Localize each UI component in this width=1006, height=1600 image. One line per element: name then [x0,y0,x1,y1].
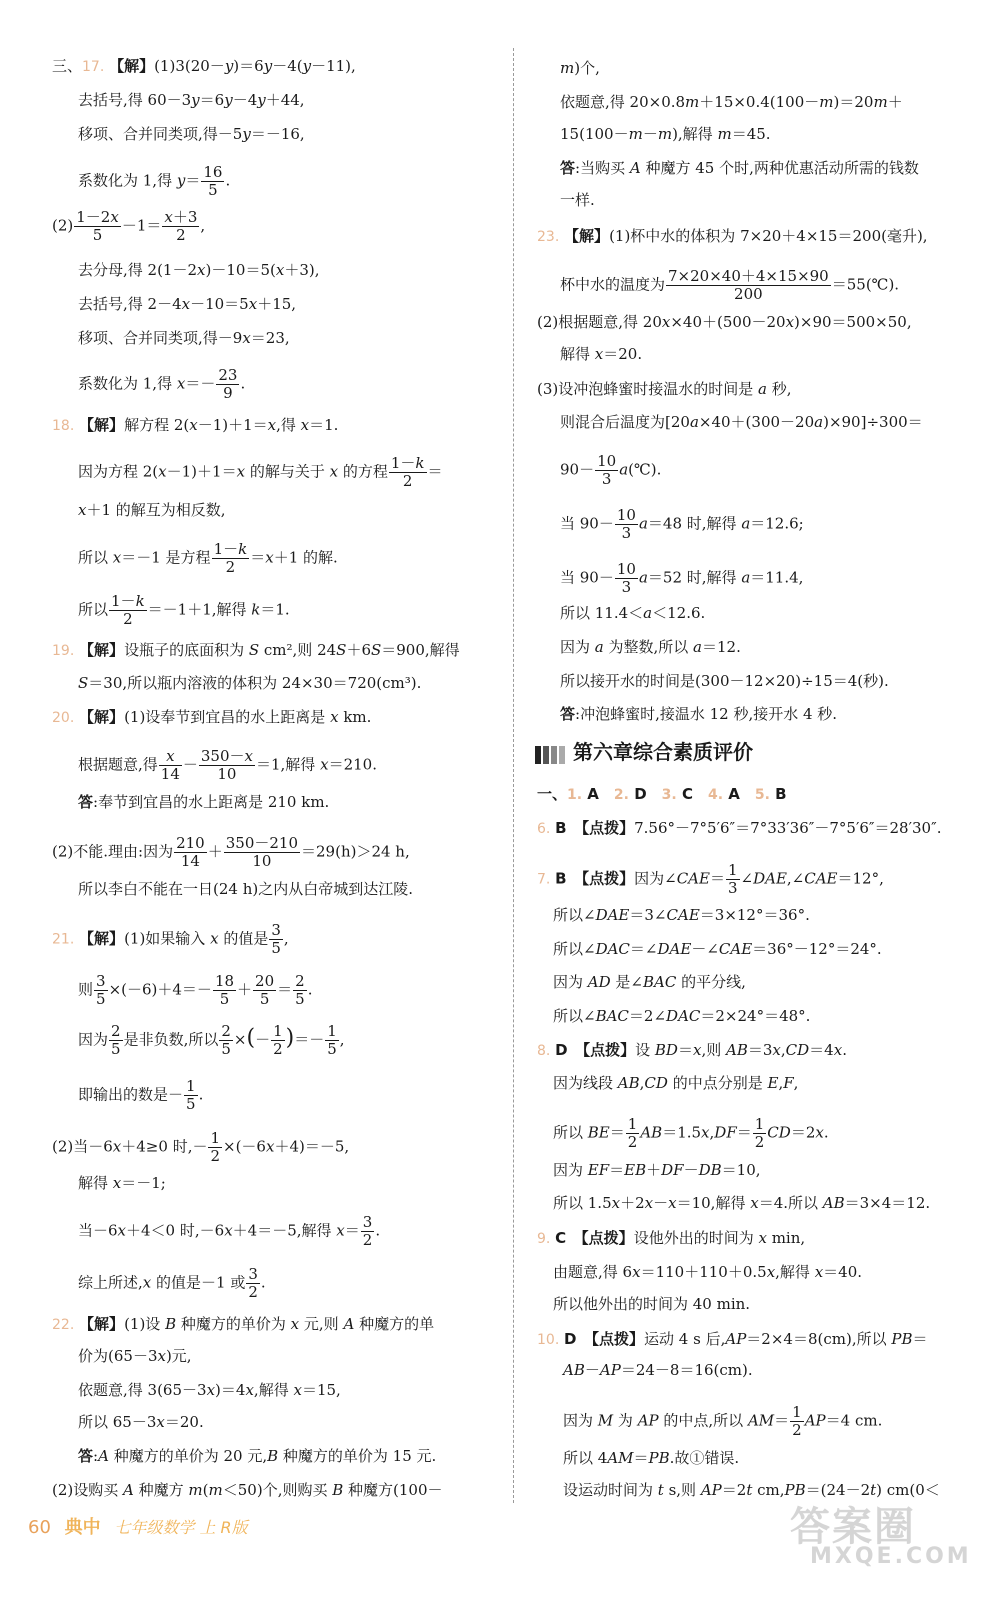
left-line: 19. 【解】设瓶子的底面积为 S cm²,则 24S＋6S＝900,解得 [52,641,460,659]
left-line: 所以 x＝－1 是方程 $\frac{1-k}{2}$ ＝x＋1 的解. [78,540,338,576]
right-line: 9. C 【点拨】设他外出的时间为 x min, [537,1229,806,1247]
right-line: 杯中水的温度为 $\frac{7\times 20\times 40+4\times 15\times 90}{200}$ ＝55(℃). [560,267,900,303]
right-line: 23. 【解】(1)杯中水的体积为 7×20＋4×15＝200(毫升), [537,227,928,245]
right-line: 因为 EF＝EB＋DF－DB＝10, [553,1161,761,1179]
right-line: 答:当购买 A 种魔方 45 个时,两种优惠活动所需的钱数 [560,159,919,177]
right-line: 则混合后温度为[20a×40＋(300－20a)×90]÷300＝ [560,413,923,431]
left-line: 所以 65－3x＝20. [78,1413,204,1431]
left-line: 综上所述,x 的值是－1 或 $\frac{3}{2}$ . [78,1265,266,1301]
page-number: 60 [28,1517,51,1538]
left-line: 答:A 种魔方的单价为 20 元,B 种魔方的单价为 15 元. [78,1447,437,1465]
right-line: 所以∠DAE＝3∠CAE＝3×12°＝36°. [553,906,810,924]
section-header [535,738,753,766]
right-line: AB－AP＝24－8＝16(cm). [563,1361,753,1379]
right-line: 15(100－m－m),解得 m＝45. [560,125,771,143]
section-title: 第六章综合素质评价 [573,740,753,764]
left-line: (2) $\frac{1-2x}{5}$ －1＝ $\frac{x+3}{2}$ , [52,208,206,244]
left-line: 系数化为 1,得 y＝ $\frac{16}{5}$ . [78,163,231,199]
right-line: m)个, [560,59,600,77]
left-line: 系数化为 1,得 x＝－ $\frac{23}{9}$ . [78,366,246,402]
right-line: (2)根据题意,得 20x×40＋(500－20x)×90＝500×50, [537,313,912,331]
left-line: 根据题意,得 $\frac{x}{14}$ － $\frac{350-x}{10}$ ＝1,解得 x＝210. [78,747,377,783]
left-line: 移项、合并同类项,得－9x＝23, [78,329,290,347]
right-line: 因为 a 为整数,所以 a＝12. [560,638,741,656]
left-line: x＋1 的解互为相反数, [78,501,226,519]
left-line: 解得 x＝－1; [78,1174,166,1192]
right-line: 所以 4AM＝PB.故①错误. [563,1449,740,1467]
left-line: 则 $\frac{3}{5}$ ×(－6)＋4＝－ $\frac{18}{5}$ ＋ $\frac{20}{5}$ ＝ $\frac{2}{5}$ . [78,972,313,1008]
right-line: 一、1. A 2. D 3. C 4. A 5. B [537,785,787,803]
right-line: 当 90－ $\frac{10}{3}$ a＝48 时,解得 a＝12.6; [560,506,804,542]
left-line: 答:奉节到宜昌的水上距离是 210 km. [78,793,330,811]
left-line: 即输出的数是－ $\frac{1}{5}$ . [78,1077,204,1113]
left-line: 20. 【解】(1)设奉节到宜昌的水上距离是 x km. [52,708,372,726]
watermark-text: 答案圈 [790,1504,916,1550]
left-line: 去括号,得 2－4x－10＝5x＋15, [78,295,297,313]
left-line: (2)当－6x＋4≥0 时,－ $\frac{1}{2}$ ×(－6x＋4)＝－5, [52,1129,350,1165]
right-line: 所以 BE＝ $\frac{1}{2}$ AB＝1.5x,DF＝ $\frac{1}{2}$ CD＝2x. [553,1115,829,1151]
left-line: 去括号,得 60－3y＝6y－4y＋44, [78,91,305,109]
page-footer [28,1513,248,1539]
left-line: (2)不能.理由:因为 $\frac{210}{14}$ ＋ $\frac{350-210}{10}$ ＝29(h)＞24 h, [52,834,410,870]
brand-logo: 典中 [64,1517,101,1538]
right-line: 所以 11.4＜a＜12.6. [560,604,706,622]
right-line: 8. D 【点拨】设 BD＝x,则 AB＝3x,CD＝4x. [537,1041,847,1059]
right-line: 所以∠BAC＝2∠DAC＝2×24°＝48°. [553,1007,811,1025]
right-line: 设运动时间为 t s,则 AP＝2t cm,PB＝(24－2t) cm(0＜ [563,1481,940,1499]
right-line: 所以 1.5x＋2x－x＝10,解得 x＝4.所以 AB＝3×4＝12. [553,1194,931,1212]
right-line: 解得 x＝20. [560,345,643,363]
right-line: 因为 M 为 AP 的中点,所以 AM＝ $\frac{1}{2}$ AP＝4 cm. [563,1403,883,1439]
left-line: 因为 $\frac{2}{5}$ 是非负数,所以 $\frac{2}{5}$ ×(－ $\frac{1}{2}$ )＝－ $\frac{1}{5}$ , [78,1022,345,1058]
watermark-url: MXQE.COM [810,1544,972,1569]
left-line: 移项、合并同类项,得－5y＝－16, [78,125,305,143]
left-line: 当－6x＋4＜0 时,－6x＋4＝－5,解得 x＝ $\frac{3}{2}$ . [78,1213,381,1249]
book-title: 七年级数学 上 R版 [114,1518,248,1537]
left-line: 18. 【解】解方程 2(x－1)＋1＝x,得 x＝1. [52,416,339,434]
right-line: 因为 AD 是∠BAC 的平分线, [553,973,746,991]
right-line: 答:冲泡蜂蜜时,接温水 12 秒,接开水 4 秒. [560,705,838,723]
right-line: 90－ $\frac{10}{3}$ a(℃). [560,452,662,488]
left-line: 所以李白不能在一日(24 h)之内从白帝城到达江陵. [78,880,413,898]
right-line: 7. B 【点拨】因为∠CAE＝ $\frac{1}{3}$ ∠DAE,∠CAE＝12°, [537,861,884,897]
right-line: 一样. [560,191,595,209]
section-header-bars-icon [535,740,567,768]
right-line: 所以他外出的时间为 40 min. [553,1295,751,1313]
right-line: 当 90－ $\frac{10}{3}$ a＝52 时,解得 a＝11.4, [560,560,804,596]
left-line: 去分母,得 2(1－2x)－10＝5(x＋3), [78,261,320,279]
right-line: 依题意,得 20×0.8m＋15×0.4(100－m)＝20m＋ [560,93,903,111]
watermark [790,1495,972,1569]
left-line: S＝30,所以瓶内溶液的体积为 24×30＝720(cm³). [78,674,422,692]
right-line: 所以∠DAC＝∠DAE－∠CAE＝36°－12°＝24°. [553,940,882,958]
left-line: (2)设购买 A 种魔方 m(m＜50)个,则购买 B 种魔方(100－ [52,1481,443,1499]
right-line: 10. D 【点拨】运动 4 s 后,AP＝2×4＝8(cm),所以 PB＝ [537,1330,928,1348]
left-line: 22. 【解】(1)设 B 种魔方的单价为 x 元,则 A 种魔方的单 [52,1315,435,1333]
right-line: (3)设冲泡蜂蜜时接温水的时间是 a 秒, [537,380,792,398]
left-line: 价为(65－3x)元, [78,1347,192,1365]
left-line: 三、17. 【解】(1)3(20－y)＝6y－4(y－11), [52,57,356,75]
left-line: 所以 $\frac{1-k}{2}$ ＝－1＋1,解得 k＝1. [78,592,290,628]
left-line: 依题意,得 3(65－3x)＝4x,解得 x＝15, [78,1381,341,1399]
column-divider [513,48,514,1503]
left-line: 因为方程 2(x－1)＋1＝x 的解与关于 x 的方程 $\frac{1-k}{2}$ ＝ [78,454,443,490]
right-line: 因为线段 AB,CD 的中点分别是 E,F, [553,1074,799,1092]
right-line: 由题意,得 6x＝110＋110＋0.5x,解得 x＝40. [553,1263,863,1281]
left-line: 21. 【解】(1)如果输入 x 的值是 $\frac{3}{5}$ , [52,921,289,957]
right-line: 所以接开水的时间是(300－12×20)÷15＝4(秒). [560,672,889,690]
right-line: 6. B 【点拨】7.56°－7°5′6″＝7°33′36″－7°5′6″＝28′30″. [537,819,942,837]
